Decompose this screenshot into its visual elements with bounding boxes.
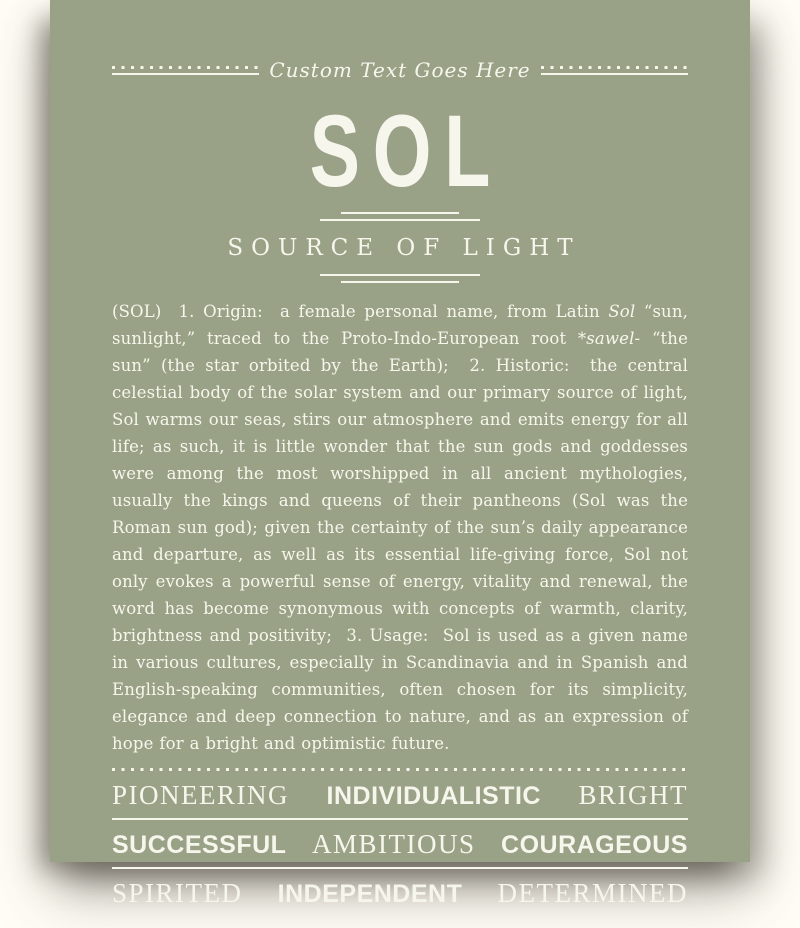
- solid-underline: [541, 73, 688, 75]
- solid-underline: [112, 73, 259, 75]
- definition-segment: Sol: [608, 301, 636, 321]
- trait-row: [112, 820, 688, 867]
- dotted-line: [112, 66, 259, 69]
- trait-word: DETERMINED: [497, 877, 688, 908]
- definition-segment: “sun, sunlight,” traced to the Proto-Indo-European root: [112, 301, 689, 348]
- divider-line-long: [320, 219, 480, 221]
- top-ornament: [112, 0, 688, 82]
- divider-line-short: [341, 281, 459, 283]
- trait-word: INDEPENDENT: [277, 879, 463, 908]
- trait-word: SUCCESSFUL: [112, 830, 287, 859]
- trait-word: PIONEERING: [112, 779, 289, 810]
- trait-word: INDIVIDUALISTIC: [326, 781, 541, 810]
- definition-segment: (SOL) 1. Origin: a female personal name, from Latin: [112, 301, 609, 321]
- custom-text-label: Custom Text Goes Here: [269, 58, 531, 82]
- title-divider-top: [112, 212, 688, 221]
- definition-segment: “the sun” (the star orbited by the Earth); 2. Historic: the central celestial body of the solar system and our primary source of light, Sol warms our seas, stirs our atmosphere and emits energy for all life; as such, it is little wonder that the sun gods and goddesses were among the most worshipped in all ancient mythologies, usually the kings and queens of their pantheons (Sol was the Roman sun god); given the certainty of the sun’s daily appearance and departure, as well as its essential life-giving force, Sol not only evokes a powerful sense of energy, vitality and renewal, the word has become synonymous with concepts of warmth, clarity, brightness and positivity; 3. Usage: Sol is used as a given name in various cultures, especially in Scandinavia and in Spanish and English-speaking communities, often chosen for its simplicity, elegance and deep connection to nature, and as an expression of hope for a bright and optimistic future.: [112, 328, 689, 753]
- title-divider-bottom: [112, 274, 688, 283]
- dotted-ornament-left: [112, 66, 259, 75]
- trait-row: [112, 869, 688, 916]
- name-title: SOL: [309, 94, 504, 208]
- trait-row: [112, 771, 688, 818]
- trait-word: COURAGEOUS: [501, 830, 688, 859]
- art-print: [50, 0, 750, 908]
- trait-word: SPIRITED: [112, 877, 243, 908]
- definition-text: [112, 298, 688, 757]
- trait-word: AMBITIOUS: [311, 828, 476, 859]
- dotted-line: [541, 66, 688, 69]
- print-content: [50, 0, 750, 908]
- dotted-ornament-right: [541, 66, 688, 75]
- definition-segment: *sawel-: [577, 328, 641, 348]
- dotted-divider: [112, 925, 688, 928]
- subtitle-meaning: SOURCE OF LIGHT: [227, 234, 581, 261]
- trait-word: BRIGHT: [578, 779, 688, 810]
